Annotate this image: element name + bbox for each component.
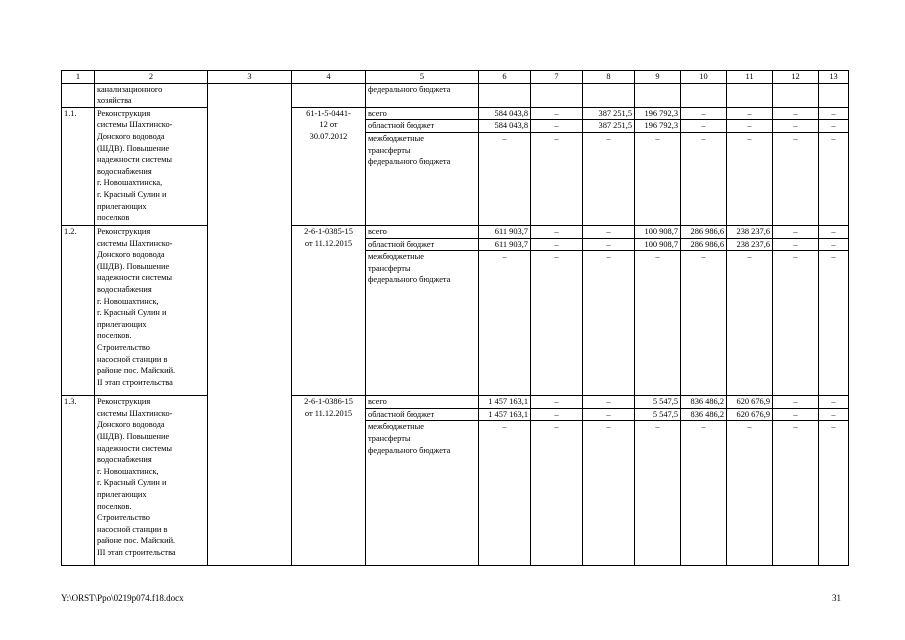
- table-row: [62, 396, 849, 409]
- value-cell: 1 457 163,1: [479, 396, 531, 409]
- value-cell: –: [819, 396, 849, 409]
- value-cell: –: [773, 225, 819, 238]
- value-cell: –: [773, 132, 819, 225]
- value-cell: –: [681, 107, 727, 120]
- value-cell: 620 676,9: [727, 408, 773, 421]
- col-header: 1: [62, 71, 95, 84]
- source-cell: федерального бюджета: [366, 83, 479, 107]
- value-cell: –: [819, 238, 849, 251]
- item-name: Реконструкция системы Шахтинско- Донского водовода (ШДВ). Повышение надежности системы водоснабжения г. Новошахтинск, г. Красный Сулин и прилегающих поселков. Строительство насосной станции в районе пос. Майский. III этап строительства: [95, 396, 208, 566]
- code-cell: [292, 83, 366, 107]
- header-row: [62, 71, 849, 84]
- item-code: 2-6-1-0385-15 от 11.12.2015: [292, 225, 366, 395]
- item-name: Реконструкция системы Шахтинско- Донского водовода (ШДВ). Повышение надежности системы водоснабжения г. Новошахтинск, г. Красный Сулин и прилегающих поселков. Строительство насосной станции в районе пос. Майский. II этап строительства: [95, 225, 208, 395]
- value-cell: –: [773, 107, 819, 120]
- source-cell: всего: [366, 396, 479, 409]
- value-cell: –: [583, 238, 635, 251]
- value-cell: –: [479, 251, 531, 396]
- value-cell: –: [479, 421, 531, 566]
- value-cell: 836 486,2: [681, 408, 727, 421]
- item-number: 1.2.: [62, 225, 95, 395]
- value-cell: 584 043,8: [479, 120, 531, 133]
- value-cell: [681, 83, 727, 107]
- value-cell: 196 792,3: [635, 120, 681, 133]
- col-header: 11: [727, 71, 773, 84]
- source-cell: всего: [366, 107, 479, 120]
- value-cell: 836 486,2: [681, 396, 727, 409]
- table-row: [62, 225, 849, 238]
- cell-col3: [208, 225, 292, 395]
- item-code: 61-1-5-0441- 12 от 30.07.2012: [292, 107, 366, 225]
- budget-table: [61, 70, 849, 566]
- value-cell: [583, 83, 635, 107]
- value-cell: –: [727, 120, 773, 133]
- col-header: 3: [208, 71, 292, 84]
- num-cell: [62, 83, 95, 107]
- value-cell: –: [819, 408, 849, 421]
- value-cell: –: [583, 132, 635, 225]
- value-cell: –: [531, 238, 583, 251]
- source-cell: межбюджетные трансферты федерального бюджета: [366, 132, 479, 225]
- value-cell: [531, 83, 583, 107]
- value-cell: –: [531, 408, 583, 421]
- value-cell: [773, 83, 819, 107]
- value-cell: –: [583, 225, 635, 238]
- value-cell: –: [773, 238, 819, 251]
- col-header: 6: [479, 71, 531, 84]
- col-header: 7: [531, 71, 583, 84]
- value-cell: –: [773, 421, 819, 566]
- value-cell: 1 457 163,1: [479, 408, 531, 421]
- name-cell: канализационного хозяйства: [95, 83, 208, 107]
- value-cell: 387 251,5: [583, 120, 635, 133]
- value-cell: –: [727, 132, 773, 225]
- value-cell: –: [819, 421, 849, 566]
- value-cell: –: [681, 132, 727, 225]
- value-cell: –: [583, 421, 635, 566]
- value-cell: –: [773, 120, 819, 133]
- value-cell: –: [819, 107, 849, 120]
- value-cell: –: [773, 396, 819, 409]
- page-number: 31: [832, 593, 841, 603]
- value-cell: 238 237,6: [727, 225, 773, 238]
- item-number: 1.3.: [62, 396, 95, 566]
- value-cell: 620 676,9: [727, 396, 773, 409]
- value-cell: –: [479, 132, 531, 225]
- value-cell: –: [819, 132, 849, 225]
- value-cell: –: [531, 120, 583, 133]
- file-path-footer: Y:\ORST\Ppo\0219p074.f18.docx: [61, 593, 184, 603]
- value-cell: 238 237,6: [727, 238, 773, 251]
- value-cell: 584 043,8: [479, 107, 531, 120]
- source-cell: областной бюджет: [366, 238, 479, 251]
- item-number: 1.1.: [62, 107, 95, 225]
- value-cell: 611 903,7: [479, 225, 531, 238]
- value-cell: –: [635, 132, 681, 225]
- value-cell: –: [531, 225, 583, 238]
- col-header: 5: [366, 71, 479, 84]
- continuation-row: [62, 83, 849, 107]
- value-cell: 196 792,3: [635, 107, 681, 120]
- col-header: 8: [583, 71, 635, 84]
- value-cell: 286 986,6: [681, 225, 727, 238]
- value-cell: –: [819, 251, 849, 396]
- col-header: 10: [681, 71, 727, 84]
- table-row: [62, 107, 849, 120]
- cell-col3: [208, 83, 292, 107]
- value-cell: –: [583, 396, 635, 409]
- value-cell: –: [531, 107, 583, 120]
- value-cell: –: [819, 120, 849, 133]
- value-cell: –: [727, 107, 773, 120]
- value-cell: [479, 83, 531, 107]
- source-cell: всего: [366, 225, 479, 238]
- value-cell: –: [681, 421, 727, 566]
- value-cell: –: [819, 225, 849, 238]
- value-cell: –: [773, 408, 819, 421]
- value-cell: –: [727, 251, 773, 396]
- value-cell: –: [531, 421, 583, 566]
- value-cell: –: [635, 251, 681, 396]
- value-cell: –: [681, 120, 727, 133]
- value-cell: 286 986,6: [681, 238, 727, 251]
- value-cell: –: [681, 251, 727, 396]
- source-cell: межбюджетные трансферты федерального бюджета: [366, 421, 479, 566]
- value-cell: 5 547,5: [635, 396, 681, 409]
- value-cell: –: [531, 396, 583, 409]
- value-cell: 611 903,7: [479, 238, 531, 251]
- value-cell: [727, 83, 773, 107]
- value-cell: [819, 83, 849, 107]
- col-header: 9: [635, 71, 681, 84]
- col-header: 2: [95, 71, 208, 84]
- value-cell: [635, 83, 681, 107]
- value-cell: –: [531, 132, 583, 225]
- cell-col3: [208, 107, 292, 225]
- item-name: Реконструкция системы Шахтинско- Донского водовода (ШДВ). Повышение надежности системы водоснабжения г. Новошахтинска, г. Красный Сулин и прилегающих поселков: [95, 107, 208, 225]
- value-cell: –: [583, 408, 635, 421]
- value-cell: 387 251,5: [583, 107, 635, 120]
- source-cell: областной бюджет: [366, 120, 479, 133]
- value-cell: 5 547,5: [635, 408, 681, 421]
- value-cell: 100 908,7: [635, 238, 681, 251]
- source-cell: областной бюджет: [366, 408, 479, 421]
- col-header: 13: [819, 71, 849, 84]
- cell-col3: [208, 396, 292, 566]
- value-cell: –: [727, 421, 773, 566]
- value-cell: –: [583, 251, 635, 396]
- value-cell: 100 908,7: [635, 225, 681, 238]
- source-cell: межбюджетные трансферты федерального бюджета: [366, 251, 479, 396]
- col-header: 4: [292, 71, 366, 84]
- item-code: 2-6-1-0386-15 от 11.12.2015: [292, 396, 366, 566]
- value-cell: –: [635, 421, 681, 566]
- col-header: 12: [773, 71, 819, 84]
- value-cell: –: [773, 251, 819, 396]
- value-cell: –: [531, 251, 583, 396]
